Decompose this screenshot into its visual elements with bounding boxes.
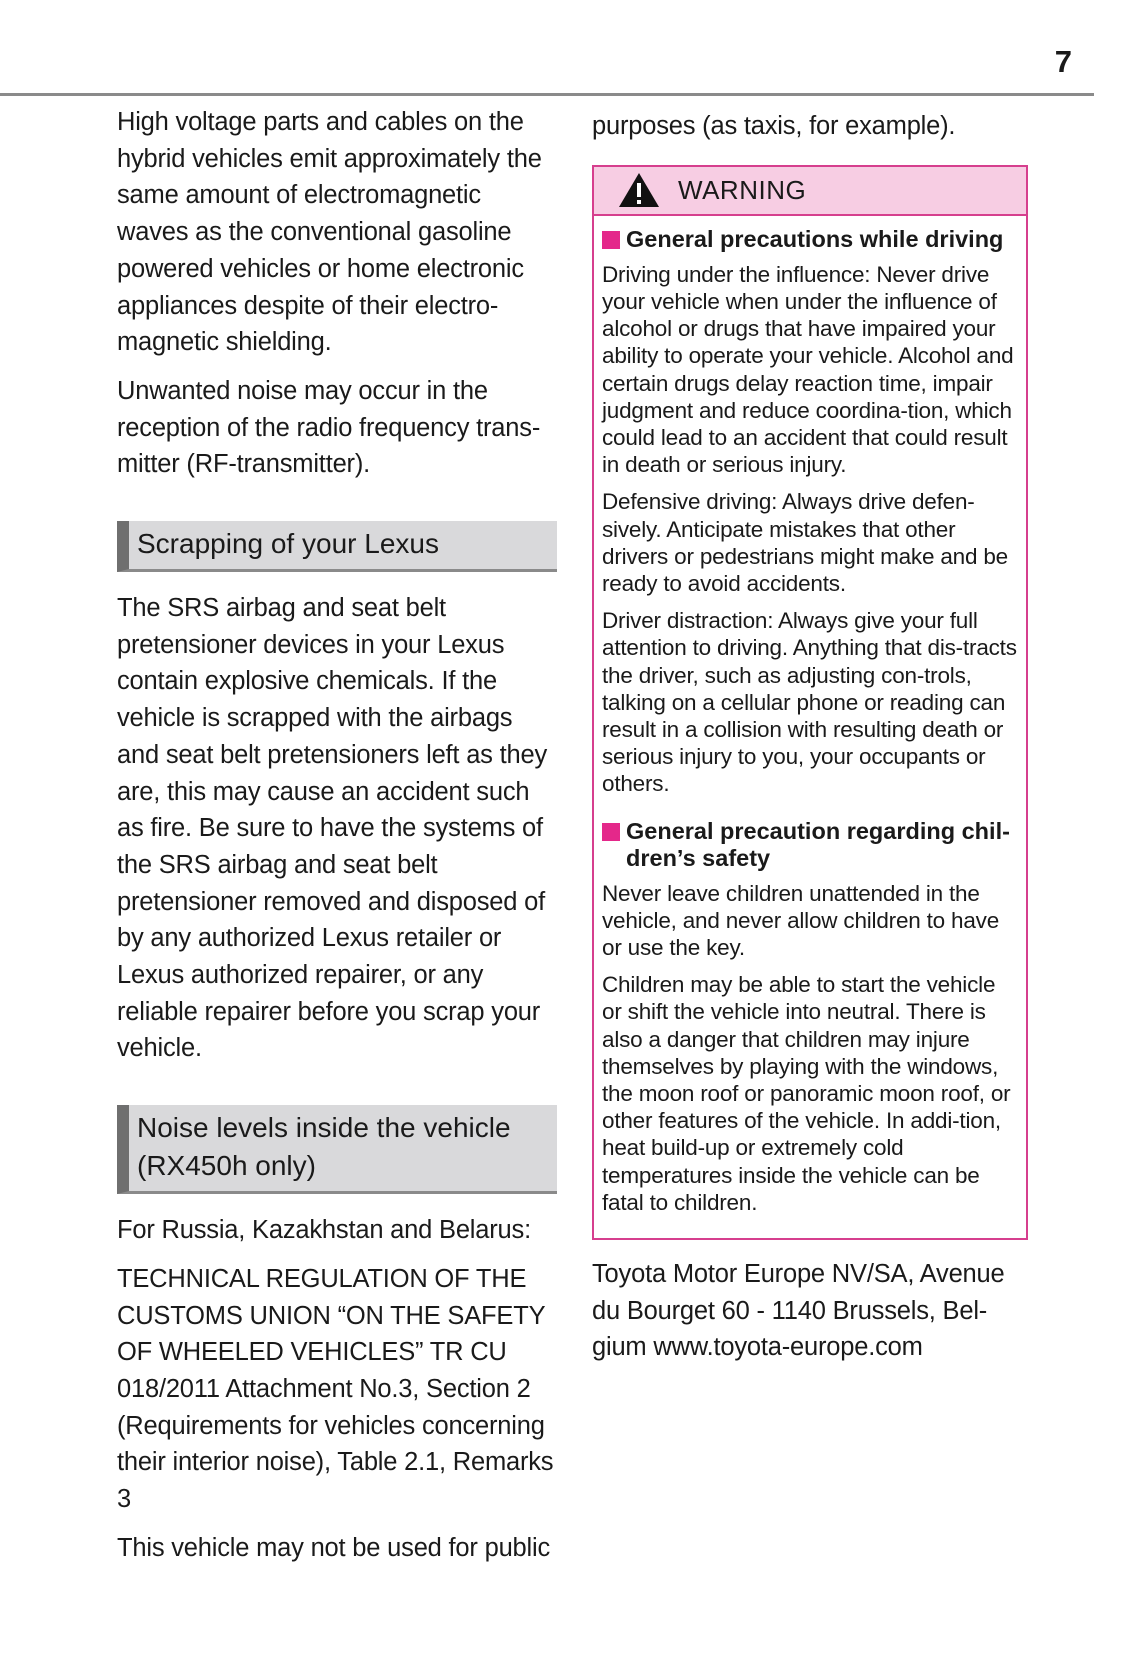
warning-subhead-driving [602,226,1018,253]
warning-title: WARNING [678,174,807,205]
paragraph-radio-noise: Unwanted noise may occur in the reception of the radio frequency trans-mitter (RF-transmitter). [117,376,541,479]
warning-body [594,216,1026,1238]
warning-subhead-children [602,818,1018,872]
paragraph-scrapping: The SRS airbag and seat belt pretensioner devices in your Lexus contain explosive chemicals. If the vehicle is scrapped with the airbags and seat belt pretensioners left as they are, this may cause an accident such as fire. Be sure to have the systems of the SRS airbag and seat belt pretensioner removed and disposed of by any authorized Lexus retailer or Lexus authorized repairer, or any reliable repairer before you scrap your vehicle. [117,594,548,1063]
warning-triangle-icon [618,172,660,208]
warning-paragraph-defensive: Defensive driving: Always drive defen-sively. Anticipate mistakes that other drivers or pedestrians might make and be ready to avoid accidents. [602,489,1008,596]
warning-subhead-children-text: General precaution regarding chil-dren’s safety [626,817,1010,871]
header-rule [0,93,1094,96]
paragraph-public-use: This vehicle may not be used for public [117,1533,551,1562]
warning-box [592,165,1028,1240]
warning-paragraph-distraction: Driver distraction: Always give your full attention to driving. Anything that dis-tracts the driver, such as adjusting con-trols, talking on a cellular phone or reading can result in a collision with resulting death or serious injury to you, your occupants or others. [602,608,1017,797]
page-number: 7 [1054,44,1072,79]
warning-header [594,167,1026,216]
right-column [592,108,1028,1378]
warning-paragraph-children-danger: Children may be able to start the vehicle or shift the vehicle into neutral. There is also a danger that children may injure themselves by playing with the windows, the moon roof or panoramic moon roof, or other features of the vehicle. In addi-tion, heat build-up or extremely cold temperatures inside the vehicle can be fatal to children. [602,972,1011,1215]
warning-paragraph-unattended: Never leave children unattended in the vehicle, and never allow children to have or use the key. [602,880,1000,960]
left-column [117,104,557,1579]
bullet-square-icon [602,231,620,249]
section-heading-noise-levels: Noise levels inside the vehicle (RX450h only) [117,1105,557,1194]
bullet-square-icon [602,823,620,841]
section-heading-scrapping: Scrapping of your Lexus [117,521,557,572]
paragraph-address: Toyota Motor Europe NV/SA, Avenue du Bourget 60 - 1140 Brussels, Bel-gium www.toyota-europe.com [592,1260,1005,1362]
warning-subhead-driving-text: General precautions while driving [626,225,1004,252]
paragraph-region: For Russia, Kazakhstan and Belarus: [117,1216,531,1245]
paragraph-electromagnetic: High voltage parts and cables on the hybrid vehicles emit approximately the same amount of electromagnetic waves as the conventional gasoline powered vehicles or home electronic appliances despite of their electro-magnetic shielding. [117,108,542,357]
warning-paragraph-influence: Driving under the influence: Never drive your vehicle when under the influence of alcohol or drugs that have impaired your ability to operate your vehicle. Alcohol and certain drugs delay reaction time, impair judgment and reduce coordina-tion, which could lead to an accident that could result in death or serious injury. [602,261,1014,478]
paragraph-technical-regulation: TECHNICAL REGULATION OF THE CUSTOMS UNION “ON THE SAFETY OF WHEELED VEHICLES” TR CU 018/2011 Attachment No.3, Section 2 (Requirements for vehicles concerning their interior noise), Table 2.1, Remarks 3 [117,1264,554,1514]
paragraph-continuation: purposes (as taxis, for example). [592,112,956,140]
